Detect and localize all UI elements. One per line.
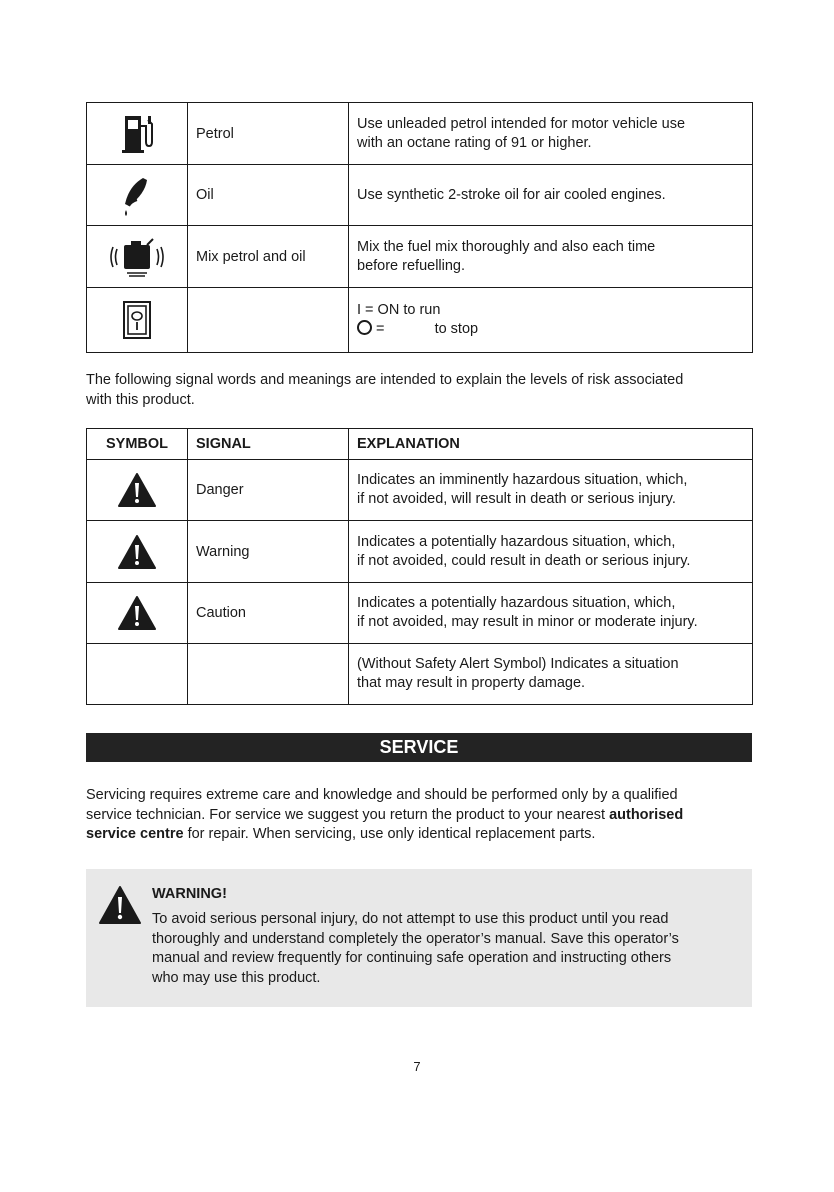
explanation-text: Indicates a potentially hazardous situation, which, if not avoided, may result in minor or moderate injury. bbox=[349, 583, 753, 644]
signal-intro: The following signal words and meanings are intended to explain the levels of risk associated with this product. bbox=[86, 372, 684, 408]
fuel-pump-icon bbox=[87, 103, 188, 165]
signal-table bbox=[86, 428, 753, 705]
header-signal: SIGNAL bbox=[188, 429, 349, 460]
warning-triangle-icon bbox=[87, 583, 188, 644]
table-header-row bbox=[87, 429, 753, 460]
empty-symbol-cell bbox=[87, 644, 188, 705]
warning-triangle-icon bbox=[87, 521, 188, 583]
warning-title: WARNING! bbox=[152, 886, 227, 902]
table-row bbox=[87, 583, 753, 644]
explanation-text: (Without Safety Alert Symbol) Indicates a situation that may result in property damage. bbox=[349, 644, 753, 705]
on-off-switch-icon bbox=[87, 288, 188, 353]
fuel-table bbox=[86, 102, 753, 353]
signal-word: Caution bbox=[188, 583, 349, 644]
row-label: Oil bbox=[188, 165, 349, 226]
warning-triangle-icon bbox=[98, 885, 142, 930]
table-row bbox=[87, 103, 753, 165]
explanation-text: Indicates an imminently hazardous situation, which, if not avoided, will result in death or serious injury. bbox=[349, 460, 753, 521]
off-circle-icon bbox=[357, 320, 372, 335]
shake-fuel-can-icon bbox=[87, 226, 188, 288]
table-row bbox=[87, 644, 753, 705]
page-number: 7 bbox=[413, 1059, 421, 1074]
oil-can-icon bbox=[87, 165, 188, 226]
signal-word bbox=[188, 644, 349, 705]
header-symbol: SYMBOL bbox=[87, 429, 188, 460]
table-row bbox=[87, 165, 753, 226]
row-text: Use unleaded petrol intended for motor vehicle use with an octane rating of 91 or higher. bbox=[349, 103, 753, 165]
row-text bbox=[349, 288, 753, 353]
warning-triangle-icon bbox=[87, 460, 188, 521]
warning-text: To avoid serious personal injury, do not attempt to use this product until you read thoroughly and understand completely the operator’s manual. Save this operator’s manual and review frequently for continuing safe operation and instructing others who may use this product. bbox=[152, 911, 679, 986]
table-row bbox=[87, 521, 753, 583]
signal-word: Warning bbox=[188, 521, 349, 583]
table-row bbox=[87, 226, 753, 288]
service-paragraph: Servicing requires extreme care and knowledge and should be performed only by a qualified service technician. For service we suggest you return the product to your nearest authorised service centre for repair. When servicing, use only identical replacement parts. bbox=[86, 787, 684, 842]
table-row bbox=[87, 460, 753, 521]
off-text-line: = to stop bbox=[357, 320, 752, 339]
row-label: Mix petrol and oil bbox=[188, 226, 349, 288]
row-label bbox=[188, 288, 349, 353]
row-text: Mix the fuel mix thoroughly and also each time before refuelling. bbox=[349, 226, 753, 288]
signal-word: Danger bbox=[188, 460, 349, 521]
on-text: I = ON to run bbox=[357, 302, 441, 318]
row-text: Use synthetic 2-stroke oil for air cooled engines. bbox=[349, 165, 753, 226]
service-heading: SERVICE bbox=[86, 733, 752, 762]
warning-box bbox=[86, 869, 752, 1007]
row-label: Petrol bbox=[188, 103, 349, 165]
header-explanation: EXPLANATION bbox=[349, 429, 753, 460]
explanation-text: Indicates a potentially hazardous situation, which, if not avoided, could result in death or serious injury. bbox=[349, 521, 753, 583]
table-row bbox=[87, 288, 753, 353]
